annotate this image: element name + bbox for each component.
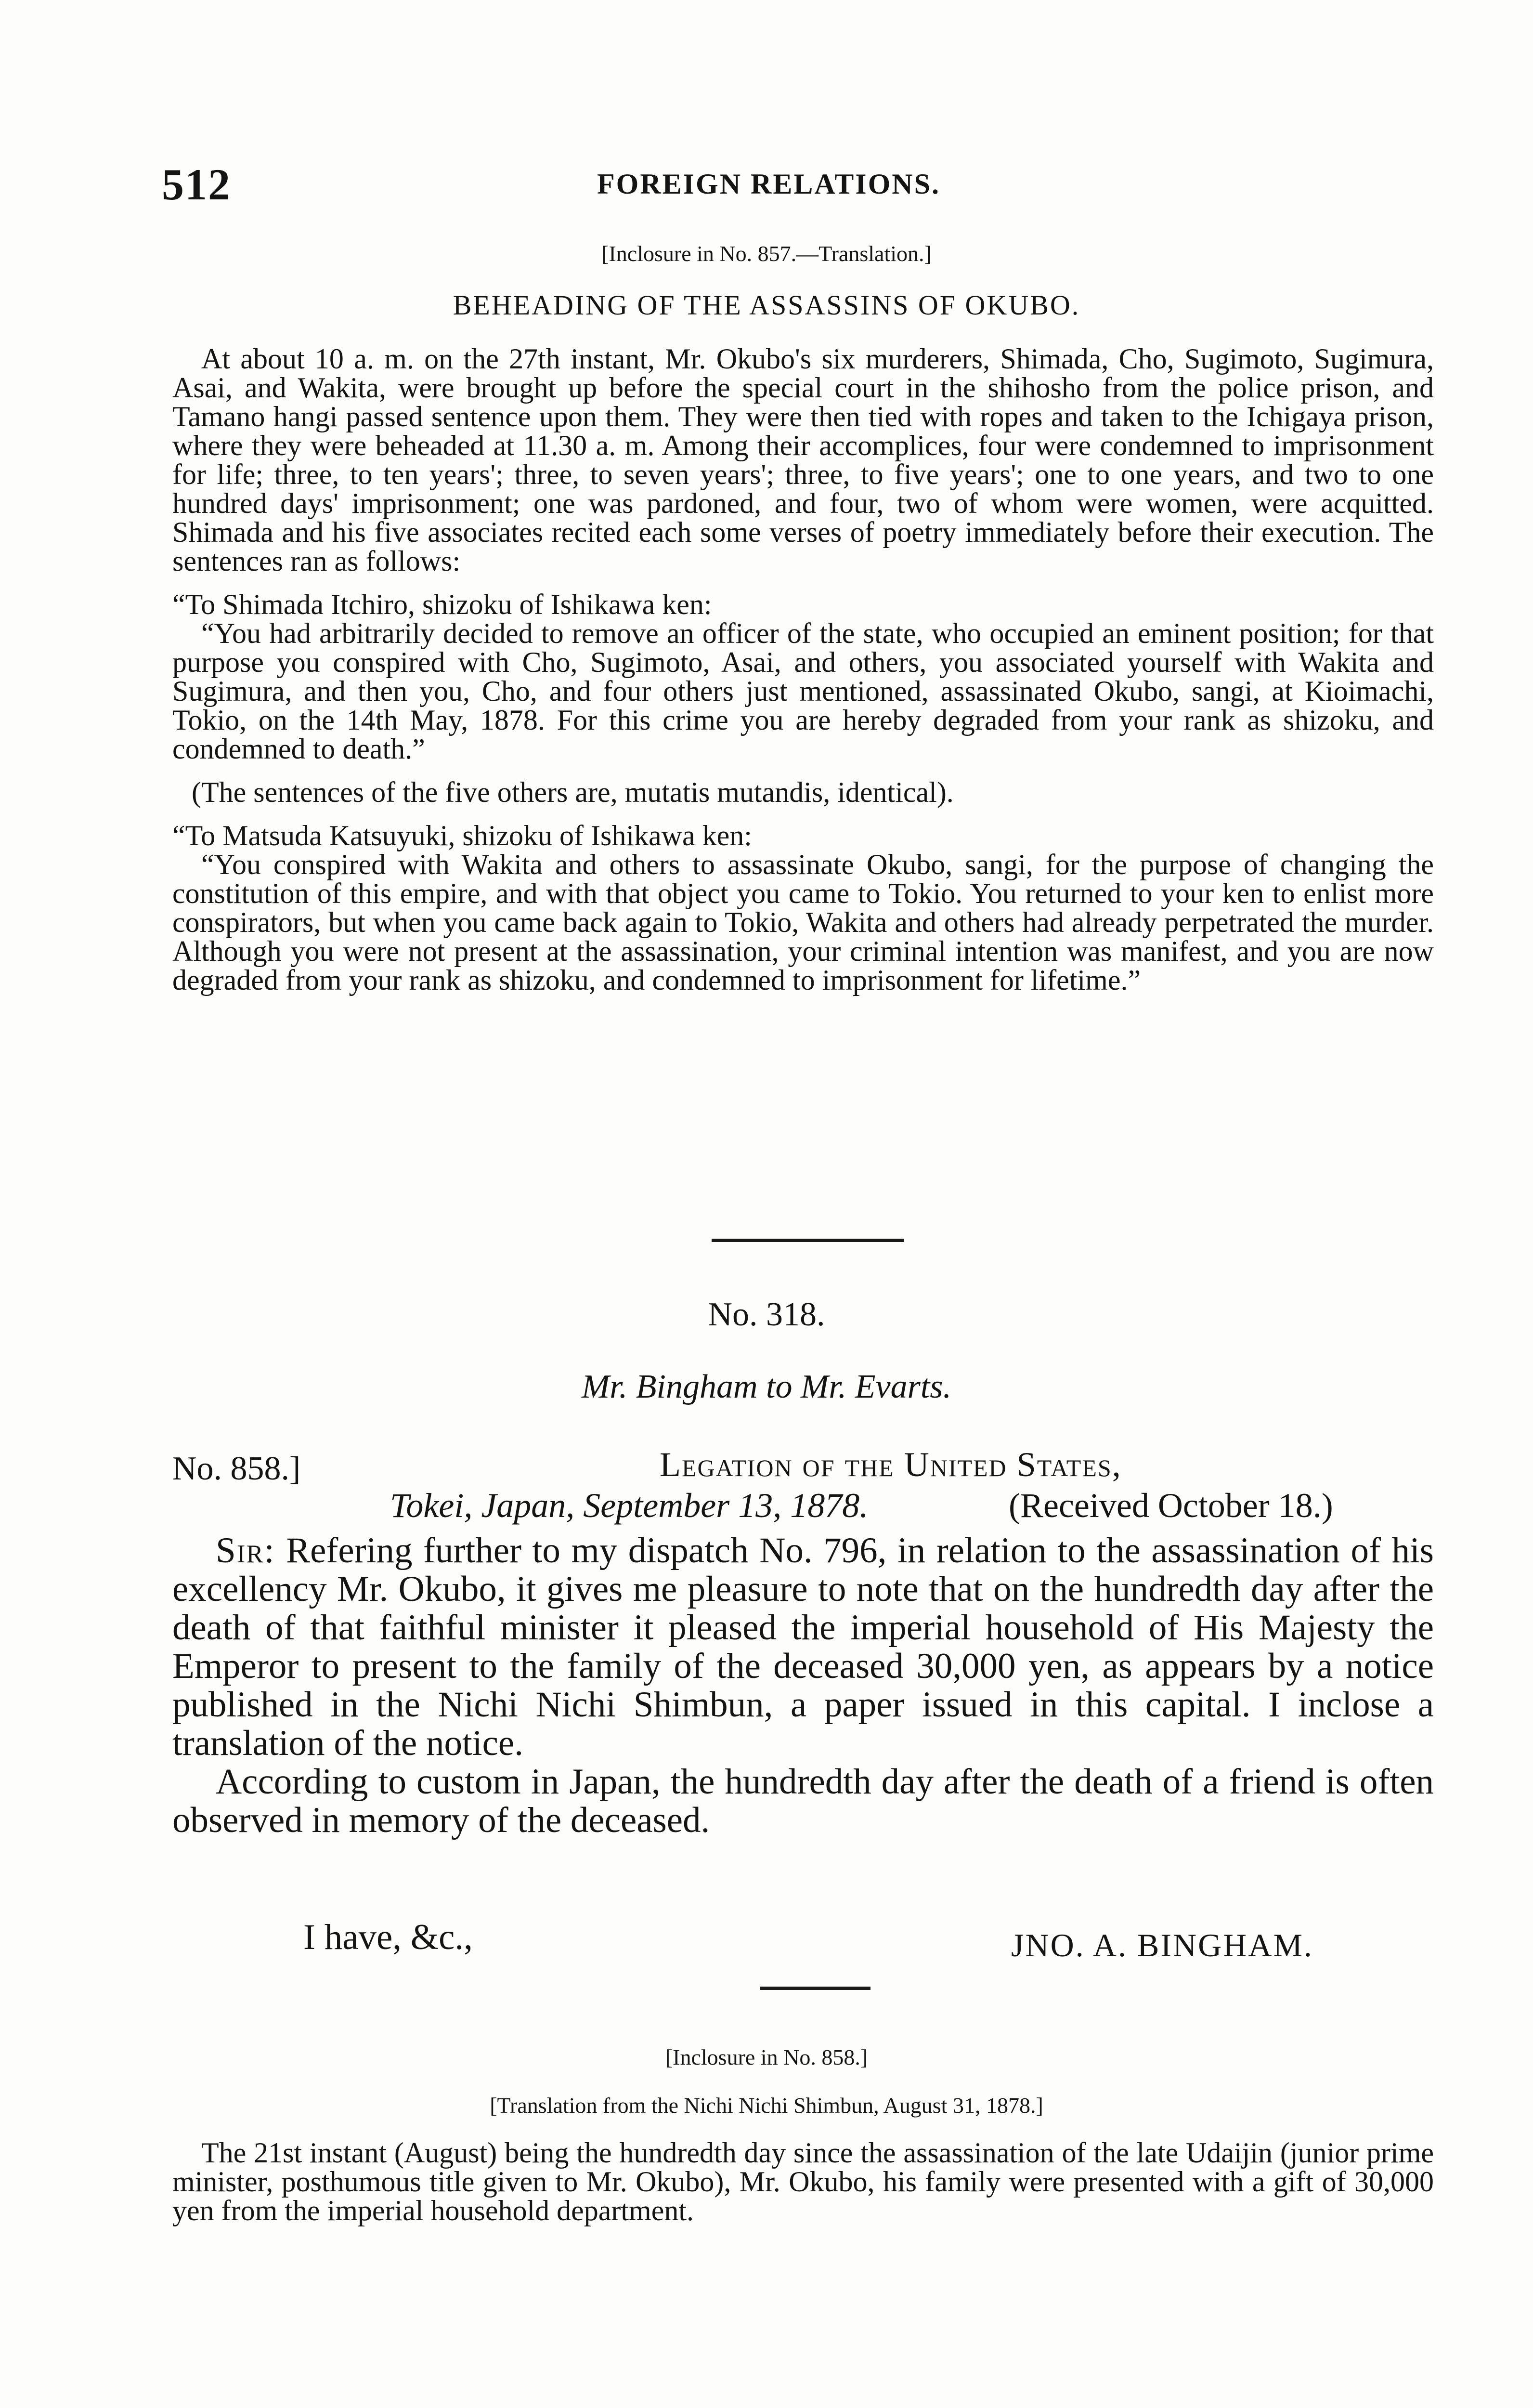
running-title: FOREIGN RELATIONS. <box>597 168 941 200</box>
inclosure-858-body <box>172 2138 1434 2225</box>
letter-number: No. 318. <box>708 1296 825 1333</box>
page-number: 512 <box>162 160 231 209</box>
salutation: Sir: <box>216 1531 275 1570</box>
letter-body <box>172 1531 1434 1840</box>
report-paragraph: At about 10 a. m. on the 27th instant, Mr. Okubo's six murderers, Shimada, Cho, Sugimoto, Sugimura, Asai, and Wakita, were brought up before the special court in the shihosho from the police prison, and Tamano hangi passed sentence upon them. They were then tied with ropes and taken to the Ichigaya prison, where they were beheaded at 11.30 a. m. Among their accomplices, four were condemned to imprisonment for life; three, to ten years'; three, to seven years'; three, to five years'; one to one years, and two to one hundred days' imprisonment; one was pardoned, and four, two of whom were women, were acquitted. Shimada and his five associates recited each some verses of poetry immediately before their execution. The sentences ran as follows: <box>172 343 1434 577</box>
signature: JNO. A. BINGHAM. <box>1011 1927 1313 1963</box>
letter-paragraph-1: Refering further to my dispatch No. 796, in relation to the assassination of his excellency Mr. Okubo, it gives me pleasure to note that on the hundredth day after the death of that faithful minister it pleased the imperial household of His Majesty the Emperor to present to the family of the deceased 30,000 yen, as appears by a notice published in the Nichi Nichi Shimbun, a paper issued in this capital. I inclose a translation of the notice. <box>172 1531 1434 1763</box>
received-date: (Received October 18.) <box>1009 1486 1333 1525</box>
inclosure-858-note: [Inclosure in No. 858.] <box>665 2045 868 2069</box>
section-divider-2 <box>760 1987 870 1990</box>
place-date: Tokei, Japan, September 13, 1878. <box>390 1486 869 1525</box>
letter-title: Mr. Bingham to Mr. Evarts. <box>581 1368 952 1405</box>
letter-paragraph-2: According to custom in Japan, the hundredth day after the death of a friend is often observed in memory of the deceased. <box>172 1762 1434 1840</box>
sentence-text-1: “You had arbitrarily decided to remove an officer of the state, who occupied an eminent position; for that purpose you conspired with Cho, Sugimoto, Asai, and others, you associated yourself with Wakita and Sugimura, and then you, Cho, and four others just mentioned, assassinated Okubo, sangi, at Kioimachi, Tokio, on the 14th May, 1878. For this crime you are hereby degraded from your rank as shizoku, and condemned to death.” <box>172 617 1434 765</box>
sentence-address-1: “To Shimada Itchiro, shizoku of Ishikawa ken: <box>172 589 712 620</box>
notice-paragraph: The 21st instant (August) being the hundredth day since the assassination of the late Udaijin (junior prime minister, posthumous title given to Mr. Okubo), Mr. Okubo, his family were presented with a gift of 30,000 yen from the imperial household department. <box>172 2137 1434 2226</box>
sentence-address-2: “To Matsuda Katsuyuki, shizoku of Ishikawa ken: <box>172 820 752 851</box>
section-divider <box>712 1239 904 1242</box>
dispatch-number: No. 858.] <box>172 1450 301 1487</box>
legation-line: Legation of the United States, <box>660 1445 1122 1484</box>
closing: I have, &c., <box>303 1917 473 1957</box>
translation-note: [Translation from the Nichi Nichi Shimbun, August 31, 1878.] <box>490 2093 1043 2118</box>
sentence-text-2: “You conspired with Wakita and others to assassinate Okubo, sangi, for the purpose of changing the constitution of this empire, and with that object you came to Tokio. You returned to your ken to enlist more conspirators, but when you came back again to Tokio, Wakita and others had already perpetrated the murder. Although you were not present at the assassination, your criminal intention was manifest, and you are now degraded from your rank as shizoku, and condemned to imprisonment for lifetime.” <box>172 849 1434 996</box>
section-heading: BEHEADING OF THE ASSASSINS OF OKUBO. <box>453 289 1080 321</box>
note-others: (The sentences of the five others are, mutatis mutandis, identical). <box>192 776 954 808</box>
inclosure-857-note: [Inclosure in No. 857.—Translation.] <box>601 241 932 266</box>
inclosure-857-body <box>172 344 1434 995</box>
